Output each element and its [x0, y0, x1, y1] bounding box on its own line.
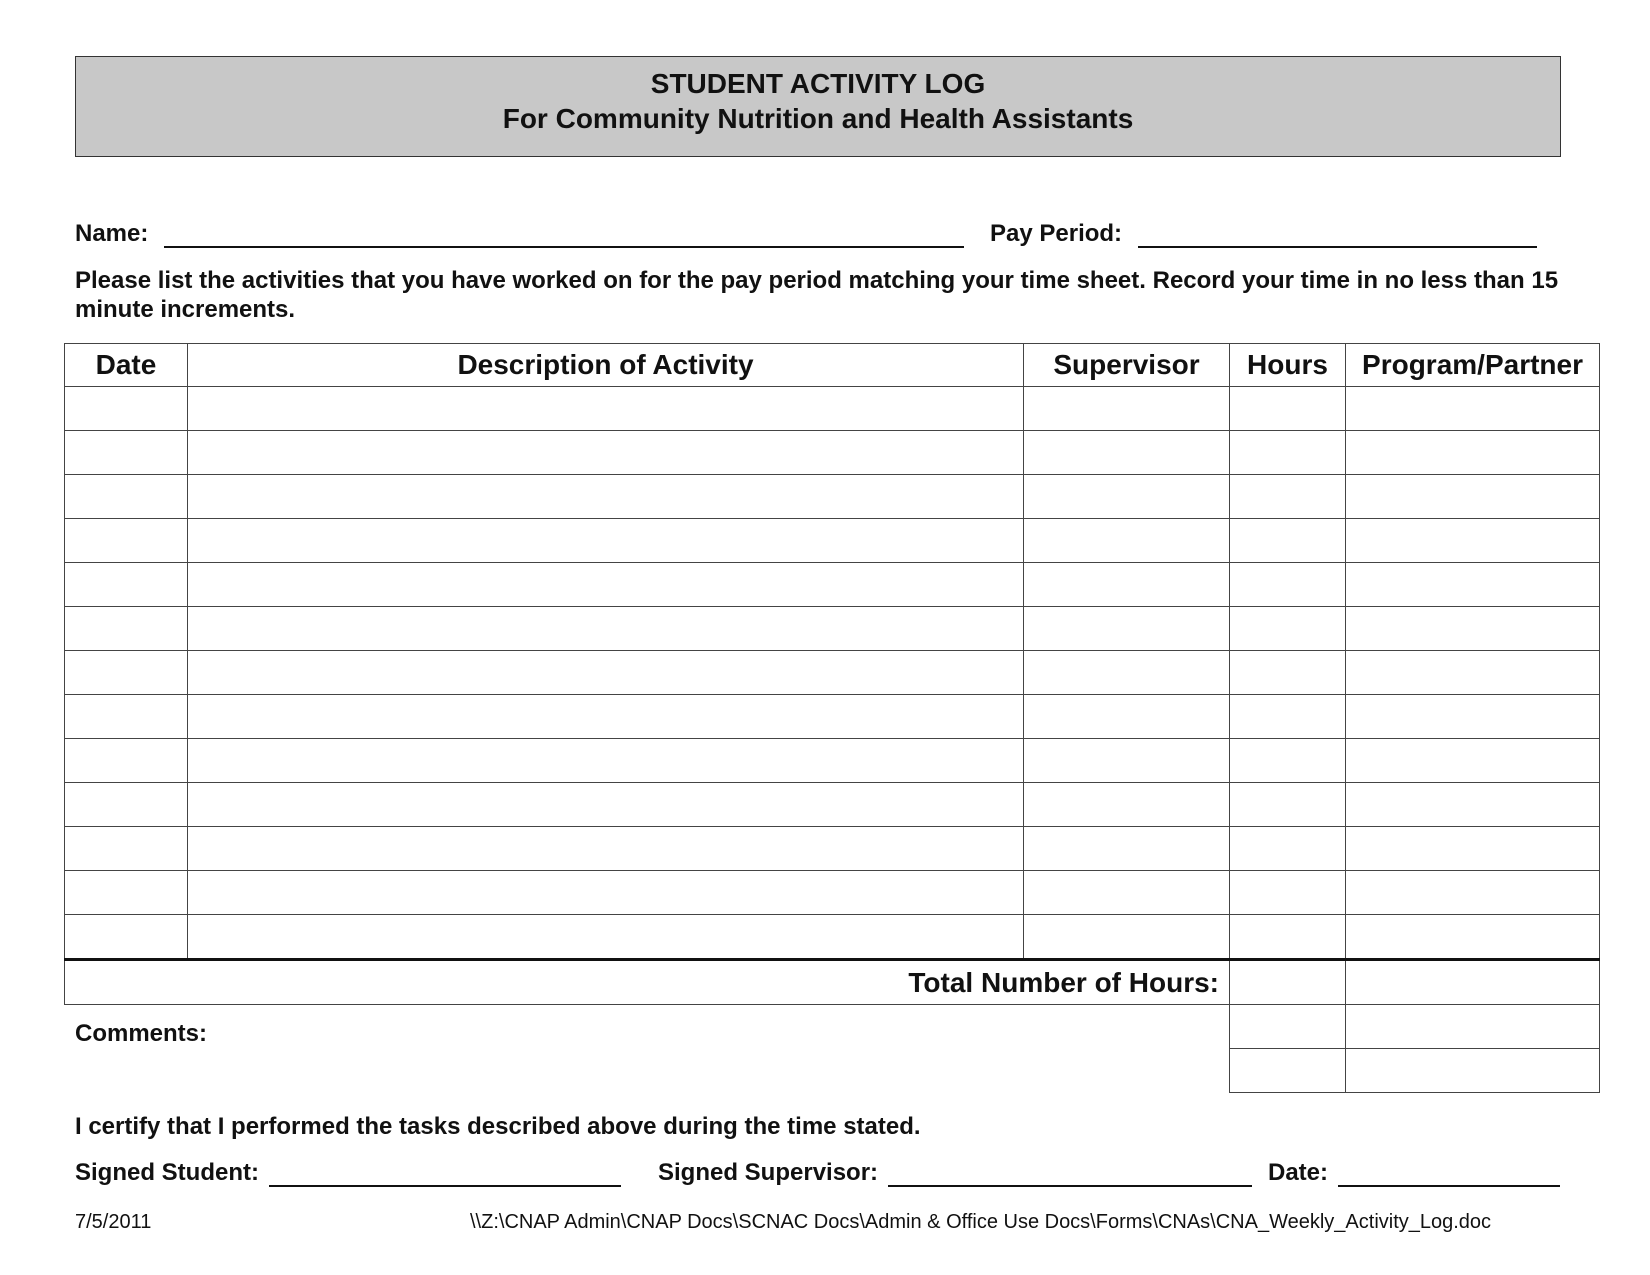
- date-cell[interactable]: [65, 475, 188, 519]
- sign-date-line[interactable]: [1338, 1163, 1560, 1187]
- hours-cell[interactable]: [1230, 563, 1346, 607]
- name-field: [75, 214, 964, 248]
- footer-file-path: \\Z:\CNAP Admin\CNAP Docs\SCNAC Docs\Admin & Office Use Docs\Forms\CNAs\CNA_Weekly_Activity_Log.doc: [470, 1211, 1492, 1233]
- name-input-line[interactable]: [164, 224, 964, 248]
- supervisor-cell[interactable]: [1024, 563, 1230, 607]
- supervisor-cell[interactable]: [1024, 607, 1230, 651]
- total-hours-row: [65, 960, 1600, 1005]
- extra-row: [1230, 1005, 1600, 1049]
- description-cell[interactable]: [188, 563, 1024, 607]
- description-cell[interactable]: [188, 915, 1024, 960]
- description-cell[interactable]: [188, 871, 1024, 915]
- table-row: [65, 475, 1600, 519]
- footer-date: 7/5/2011: [75, 1211, 152, 1233]
- date-cell[interactable]: [65, 827, 188, 871]
- supervisor-cell[interactable]: [1024, 695, 1230, 739]
- form-subtitle: For Community Nutrition and Health Assistants: [502, 103, 1134, 134]
- column-header-supervisor: Supervisor: [1024, 344, 1230, 387]
- header-fields: [75, 214, 1561, 248]
- sign-date-label: Date:: [1268, 1159, 1329, 1186]
- table-row: [65, 563, 1600, 607]
- supervisor-cell[interactable]: [1024, 739, 1230, 783]
- extra-hours-cell[interactable]: [1230, 1005, 1346, 1049]
- total-program-cell[interactable]: [1346, 960, 1600, 1005]
- program-partner-cell[interactable]: [1346, 431, 1600, 475]
- date-cell[interactable]: [65, 651, 188, 695]
- description-cell[interactable]: [188, 519, 1024, 563]
- date-cell[interactable]: [65, 871, 188, 915]
- column-header-date: Date: [65, 344, 188, 387]
- description-cell[interactable]: [188, 387, 1024, 431]
- total-hours-label: Total Number of Hours:: [65, 960, 1230, 1005]
- extra-hours-cells: [1229, 1004, 1600, 1093]
- description-cell[interactable]: [188, 431, 1024, 475]
- date-cell[interactable]: [65, 607, 188, 651]
- date-cell[interactable]: [65, 431, 188, 475]
- supervisor-cell[interactable]: [1024, 519, 1230, 563]
- hours-cell[interactable]: [1230, 783, 1346, 827]
- hours-cell[interactable]: [1230, 607, 1346, 651]
- supervisor-signature-field: [658, 1153, 1252, 1187]
- date-cell[interactable]: [65, 519, 188, 563]
- program-partner-cell[interactable]: [1346, 915, 1600, 960]
- date-cell[interactable]: [65, 783, 188, 827]
- table-row: [65, 739, 1600, 783]
- table-row: [65, 827, 1600, 871]
- table-header-row: [65, 344, 1600, 387]
- program-partner-cell[interactable]: [1346, 475, 1600, 519]
- hours-cell[interactable]: [1230, 387, 1346, 431]
- description-cell[interactable]: [188, 827, 1024, 871]
- extra-row: [1230, 1049, 1600, 1093]
- sign-date-field: [1268, 1153, 1560, 1187]
- hours-cell[interactable]: [1230, 827, 1346, 871]
- supervisor-cell[interactable]: [1024, 915, 1230, 960]
- hours-cell[interactable]: [1230, 519, 1346, 563]
- hours-cell[interactable]: [1230, 915, 1346, 960]
- extra-program-cell[interactable]: [1346, 1049, 1600, 1093]
- form-title-box: [75, 56, 1561, 157]
- description-cell[interactable]: [188, 651, 1024, 695]
- student-signature-label: Signed Student:: [75, 1159, 259, 1186]
- name-label: Name:: [75, 220, 149, 247]
- instructions-text: Please list the activities that you have worked on for the pay period matching your time sheet. Record your time in no less than 15 minute increments.: [75, 267, 1559, 323]
- description-cell[interactable]: [188, 695, 1024, 739]
- table-row: [65, 915, 1600, 960]
- date-cell[interactable]: [65, 563, 188, 607]
- pay-period-label: Pay Period:: [990, 220, 1123, 247]
- supervisor-signature-line[interactable]: [888, 1163, 1252, 1187]
- hours-cell[interactable]: [1230, 695, 1346, 739]
- student-signature-field: [75, 1153, 621, 1187]
- pay-period-field: [990, 214, 1537, 248]
- extra-program-cell[interactable]: [1346, 1005, 1600, 1049]
- program-partner-cell[interactable]: [1346, 739, 1600, 783]
- table-row: [65, 783, 1600, 827]
- student-signature-line[interactable]: [269, 1163, 621, 1187]
- comments-label: Comments:: [75, 1020, 208, 1047]
- table-row: [65, 387, 1600, 431]
- program-partner-cell[interactable]: [1346, 607, 1600, 651]
- table-row: [65, 519, 1600, 563]
- program-partner-cell[interactable]: [1346, 519, 1600, 563]
- supervisor-cell[interactable]: [1024, 431, 1230, 475]
- description-cell[interactable]: [188, 739, 1024, 783]
- hours-cell[interactable]: [1230, 871, 1346, 915]
- table-row: [65, 607, 1600, 651]
- hours-cell[interactable]: [1230, 475, 1346, 519]
- extra-hours-cell[interactable]: [1230, 1049, 1346, 1093]
- supervisor-signature-label: Signed Supervisor:: [658, 1159, 879, 1186]
- hours-cell[interactable]: [1230, 651, 1346, 695]
- date-cell[interactable]: [65, 915, 188, 960]
- hours-cell[interactable]: [1230, 739, 1346, 783]
- program-partner-cell[interactable]: [1346, 563, 1600, 607]
- description-cell[interactable]: [188, 475, 1024, 519]
- signature-row: [75, 1153, 1561, 1187]
- total-hours-cell[interactable]: [1230, 960, 1346, 1005]
- program-partner-cell[interactable]: [1346, 695, 1600, 739]
- description-cell[interactable]: [188, 783, 1024, 827]
- supervisor-cell[interactable]: [1024, 871, 1230, 915]
- program-partner-cell[interactable]: [1346, 827, 1600, 871]
- date-cell[interactable]: [65, 739, 188, 783]
- supervisor-cell[interactable]: [1024, 475, 1230, 519]
- column-header-hours: Hours: [1230, 344, 1346, 387]
- supervisor-cell[interactable]: [1024, 783, 1230, 827]
- certification-statement: I certify that I performed the tasks described above during the time stated.: [75, 1113, 921, 1140]
- description-cell[interactable]: [188, 607, 1024, 651]
- program-partner-cell[interactable]: [1346, 783, 1600, 827]
- program-partner-cell[interactable]: [1346, 387, 1600, 431]
- table-row: [65, 695, 1600, 739]
- table-row: [65, 431, 1600, 475]
- hours-cell[interactable]: [1230, 431, 1346, 475]
- supervisor-cell[interactable]: [1024, 387, 1230, 431]
- supervisor-cell[interactable]: [1024, 827, 1230, 871]
- date-cell[interactable]: [65, 695, 188, 739]
- activity-log-table: [64, 343, 1600, 1005]
- date-cell[interactable]: [65, 387, 188, 431]
- form-title: STUDENT ACTIVITY LOG: [650, 68, 986, 99]
- supervisor-cell[interactable]: [1024, 651, 1230, 695]
- pay-period-input-line[interactable]: [1138, 224, 1537, 248]
- column-header-program-partner: Program/Partner: [1346, 344, 1600, 387]
- program-partner-cell[interactable]: [1346, 651, 1600, 695]
- column-header-description: Description of Activity: [188, 344, 1024, 387]
- table-row: [65, 871, 1600, 915]
- program-partner-cell[interactable]: [1346, 871, 1600, 915]
- table-row: [65, 651, 1600, 695]
